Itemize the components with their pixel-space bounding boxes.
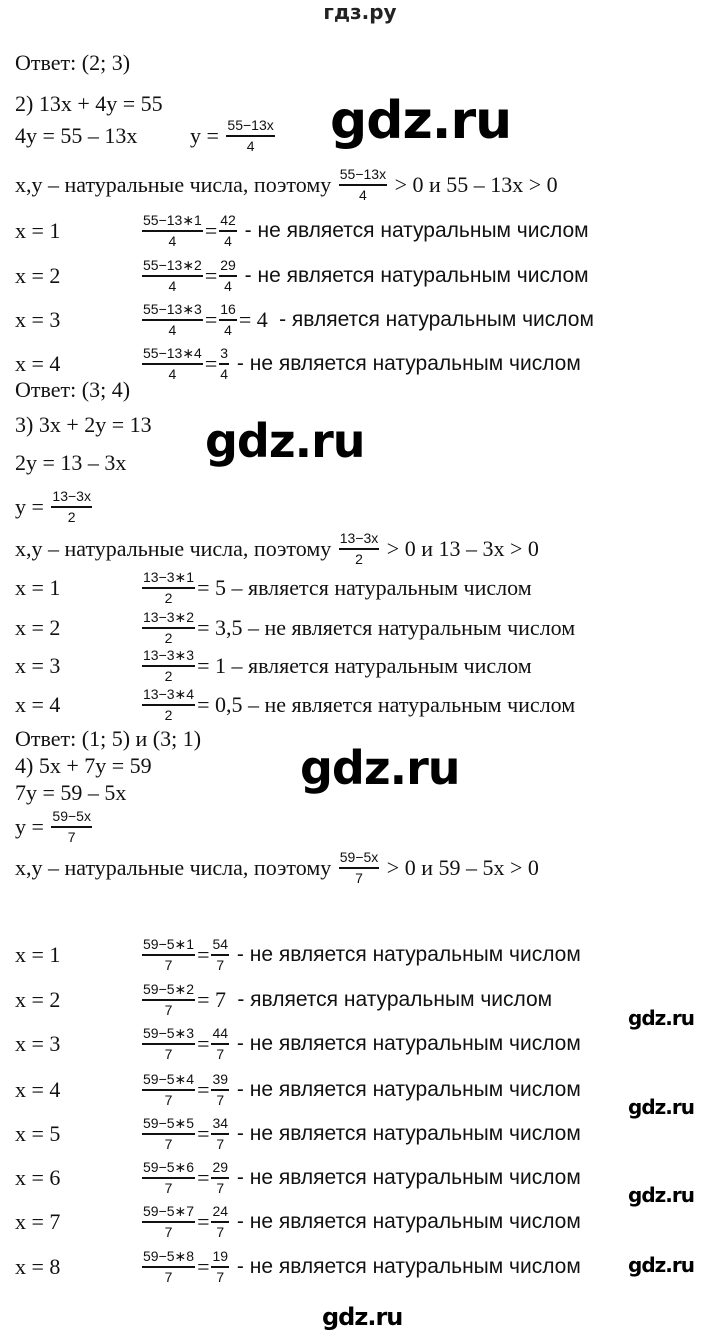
fraction-numerator: 55−13x xyxy=(226,117,274,137)
line-expression xyxy=(337,166,558,204)
fraction xyxy=(211,936,229,974)
line-expression xyxy=(140,1203,581,1241)
line-expression xyxy=(140,257,589,295)
text-line xyxy=(15,530,539,567)
verdict-text: - не является натуральным числом xyxy=(231,1210,581,1233)
fraction-numerator: 59−5x xyxy=(51,808,92,828)
fraction xyxy=(142,1203,195,1241)
fraction-numerator: 19 xyxy=(211,1248,229,1268)
expression-text: = xyxy=(197,1031,210,1056)
fraction-denominator: 7 xyxy=(67,829,76,845)
line-label: Ответ: (3; 4) xyxy=(15,377,131,402)
line-label: x = 2 xyxy=(15,263,61,288)
expression-text: = xyxy=(204,351,218,376)
text-line xyxy=(15,117,277,154)
fraction xyxy=(219,345,229,383)
line-label: Ответ: (2; 3) xyxy=(15,50,131,75)
fraction xyxy=(142,345,203,383)
line-expression xyxy=(140,1115,581,1153)
text-line xyxy=(15,488,94,525)
expression-text: = xyxy=(204,218,218,243)
line-label: x = 8 xyxy=(15,1254,61,1279)
fraction-denominator: 2 xyxy=(355,551,363,567)
expression-text: = 1 – является натуральным числом xyxy=(197,653,532,678)
line-label: y = xyxy=(15,494,50,519)
fraction xyxy=(142,212,203,250)
text-line xyxy=(15,569,532,606)
fraction-denominator: 7 xyxy=(164,1002,173,1018)
fraction-numerator: 29 xyxy=(219,257,237,277)
fraction-numerator: 13−3∗2 xyxy=(142,609,195,629)
fraction-numerator: 29 xyxy=(211,1159,229,1179)
line-expression xyxy=(140,1159,581,1197)
verdict-text: - не является натуральным числом xyxy=(231,352,581,375)
line-label: x = 1 xyxy=(15,218,61,243)
fraction xyxy=(142,686,195,724)
expression-text: = 5 – является натуральным числом xyxy=(197,575,532,600)
fraction-denominator: 2 xyxy=(164,590,173,606)
gdz-watermark: gdz.ru xyxy=(628,1095,694,1119)
text-line xyxy=(15,1025,581,1062)
fraction-denominator: 4 xyxy=(168,233,177,249)
fraction-denominator: 7 xyxy=(216,1092,225,1108)
expression-text: = 7 xyxy=(197,987,232,1012)
fraction-denominator: 4 xyxy=(224,322,232,338)
text-line xyxy=(15,1248,581,1285)
gdz-watermark: gdz.ru xyxy=(205,414,365,468)
fraction-numerator: 13−3x xyxy=(51,488,92,508)
fraction-numerator: 54 xyxy=(211,936,229,956)
fraction-denominator: 7 xyxy=(164,1136,173,1152)
fraction-numerator: 42 xyxy=(219,212,237,232)
text-line xyxy=(15,686,576,723)
fraction xyxy=(51,488,92,526)
line-label: x = 3 xyxy=(15,307,61,332)
expression-text: = xyxy=(197,1077,210,1102)
fraction-numerator: 13−3∗3 xyxy=(142,647,195,667)
text-line xyxy=(15,808,94,845)
fraction xyxy=(211,1248,229,1286)
expression-text: = xyxy=(197,942,210,967)
fraction xyxy=(142,1071,195,1109)
expression-text: = xyxy=(204,307,218,332)
gdz-watermark: gdz.ru xyxy=(628,1253,694,1277)
expression-text: = xyxy=(197,1254,210,1279)
fraction-denominator: 7 xyxy=(164,957,173,973)
fraction-denominator: 7 xyxy=(355,870,363,886)
fraction-denominator: 7 xyxy=(164,1224,173,1240)
expression-text: > 0 и 55 – 13x > 0 xyxy=(389,172,558,197)
verdict-text: - не является натуральным числом xyxy=(238,219,589,242)
fraction-numerator: 59−5∗6 xyxy=(142,1159,195,1179)
verdict-text: - не является натуральным числом xyxy=(231,1122,581,1145)
fraction-denominator: 7 xyxy=(216,1269,225,1285)
line-label: x,y – натуральные числа, поэтому xyxy=(15,855,337,880)
line-label: x,y – натуральные числа, поэтому xyxy=(15,172,337,197)
fraction-numerator: 16 xyxy=(219,301,237,321)
fraction-denominator: 4 xyxy=(220,366,229,382)
line-expression xyxy=(140,1248,581,1286)
fraction-numerator: 55−13∗3 xyxy=(142,301,203,321)
fraction-denominator: 7 xyxy=(216,1180,225,1196)
fraction xyxy=(142,1159,195,1197)
gdz-watermark: gdz.ru xyxy=(322,1303,403,1331)
expression-text: = xyxy=(204,263,218,288)
text-line xyxy=(15,1203,581,1240)
fraction xyxy=(211,1115,229,1153)
line-label: 3) 3x + 2y = 13 xyxy=(15,412,152,437)
line-expression xyxy=(140,212,589,250)
fraction-denominator: 7 xyxy=(216,1136,225,1152)
line-expression xyxy=(140,936,581,974)
text-line xyxy=(15,609,576,646)
line-label: x = 6 xyxy=(15,1165,61,1190)
fraction-numerator: 59−5x xyxy=(339,849,380,869)
expression-text: = 3,5 – не является натуральным числом xyxy=(197,615,576,640)
gdz-watermark: gdz.ru xyxy=(628,1183,694,1207)
text-line xyxy=(15,375,130,405)
verdict-text: - является натуральным числом xyxy=(231,988,553,1011)
line-label: x = 3 xyxy=(15,1031,61,1056)
fraction xyxy=(211,1071,229,1109)
fraction xyxy=(339,166,387,204)
fraction-numerator: 55−13∗2 xyxy=(142,257,203,277)
expression-text: = xyxy=(197,1165,210,1190)
fraction-denominator: 2 xyxy=(67,509,76,525)
fraction-numerator: 39 xyxy=(211,1071,229,1091)
expression-text: = xyxy=(197,1209,210,1234)
fraction-denominator: 4 xyxy=(224,233,232,249)
verdict-text: - является натуральным числом xyxy=(273,308,594,331)
fraction xyxy=(219,257,237,295)
text-line xyxy=(15,1071,581,1108)
line-label: x = 4 xyxy=(15,351,61,376)
fraction-numerator: 34 xyxy=(211,1115,229,1135)
fraction-denominator: 7 xyxy=(164,1180,173,1196)
line-expression xyxy=(140,345,581,383)
fraction-numerator: 59−5∗7 xyxy=(142,1203,195,1223)
fraction-denominator: 7 xyxy=(216,1046,225,1062)
fraction xyxy=(142,981,195,1019)
line-expression xyxy=(140,609,575,647)
expression-text: = 0,5 – не является натуральным числом xyxy=(197,692,576,717)
verdict-text: - не является натуральным числом xyxy=(231,1255,581,1278)
text-line xyxy=(15,981,553,1018)
site-header: гдз.ру xyxy=(323,0,397,24)
text-line xyxy=(15,936,581,973)
fraction-denominator: 7 xyxy=(216,957,225,973)
line-label: x = 4 xyxy=(15,1077,61,1102)
gdz-watermark: gdz.ru xyxy=(330,91,512,151)
fraction xyxy=(142,936,195,974)
line-expression xyxy=(140,686,575,724)
verdict-text: - не является натуральным числом xyxy=(231,1166,581,1189)
fraction-denominator: 2 xyxy=(164,668,173,684)
fraction xyxy=(219,301,237,339)
text-line xyxy=(15,647,532,684)
fraction-numerator: 55−13∗4 xyxy=(142,345,203,365)
fraction xyxy=(142,609,195,647)
text-line xyxy=(15,448,126,478)
fraction-numerator: 59−5∗8 xyxy=(142,1248,195,1268)
fraction-numerator: 3 xyxy=(219,345,229,365)
expression-text: = 4 xyxy=(238,307,274,332)
fraction-denominator: 4 xyxy=(359,187,367,203)
line-expression xyxy=(49,488,94,526)
fraction xyxy=(51,808,92,846)
line-label: 2) 13x + 4y = 55 xyxy=(15,91,163,116)
fraction xyxy=(142,1115,195,1153)
line-label: 2y = 13 – 3x xyxy=(15,450,127,475)
text-line xyxy=(15,751,152,781)
fraction-numerator: 13−3∗1 xyxy=(142,569,195,589)
line-expression xyxy=(140,1025,581,1063)
fraction xyxy=(142,647,195,685)
line-expression xyxy=(140,1071,581,1109)
fraction-numerator: 59−5∗5 xyxy=(142,1115,195,1135)
fraction-denominator: 2 xyxy=(164,630,173,646)
line-expression xyxy=(49,808,94,846)
fraction-denominator: 7 xyxy=(216,1224,225,1240)
verdict-text: - не является натуральным числом xyxy=(231,1032,581,1055)
fraction-denominator: 4 xyxy=(224,278,232,294)
line-label: x = 2 xyxy=(15,987,61,1012)
fraction xyxy=(211,1159,229,1197)
fraction-denominator: 4 xyxy=(168,278,177,294)
line-label: x = 1 xyxy=(15,942,61,967)
fraction-numerator: 24 xyxy=(211,1203,229,1223)
fraction-denominator: 7 xyxy=(164,1269,173,1285)
line-expression xyxy=(337,530,539,568)
fraction-denominator: 4 xyxy=(168,322,177,338)
line-expression xyxy=(140,301,594,339)
fraction-numerator: 59−5∗4 xyxy=(142,1071,195,1091)
text-line xyxy=(15,257,589,294)
text-line xyxy=(15,778,126,808)
fraction-denominator: 4 xyxy=(168,366,177,382)
line-label: x = 4 xyxy=(15,692,61,717)
text-line xyxy=(15,301,594,338)
fraction xyxy=(219,212,237,250)
gdz-watermark: gdz.ru xyxy=(300,741,460,795)
line-label: x = 1 xyxy=(15,575,61,600)
fraction-numerator: 13−3x xyxy=(339,530,380,550)
gdz-watermark: gdz.ru xyxy=(628,1006,694,1030)
line-label: 4) 5x + 7y = 59 xyxy=(15,753,152,778)
fraction xyxy=(142,257,203,295)
fraction-numerator: 55−13∗1 xyxy=(142,212,203,232)
fraction-numerator: 59−5∗2 xyxy=(142,981,195,1001)
fraction-denominator: 7 xyxy=(164,1046,173,1062)
expression-text: > 0 и 13 – 3x > 0 xyxy=(381,536,539,561)
fraction xyxy=(211,1203,229,1241)
text-line xyxy=(15,849,539,886)
line-label: 4y = 55 – 13x xyxy=(15,123,138,148)
verdict-text: - не является натуральным числом xyxy=(231,943,581,966)
fraction xyxy=(142,569,195,607)
fraction-numerator: 13−3∗4 xyxy=(142,686,195,706)
fraction xyxy=(211,1025,229,1063)
expression-text: > 0 и 59 – 5x > 0 xyxy=(381,855,539,880)
line-expression xyxy=(140,981,552,1019)
fraction-numerator: 59−5∗1 xyxy=(142,936,195,956)
text-line xyxy=(15,48,130,78)
fraction-denominator: 4 xyxy=(246,138,255,154)
line-expression xyxy=(140,569,532,607)
text-line xyxy=(15,1115,581,1152)
text-line xyxy=(15,1159,581,1196)
line-label: x = 5 xyxy=(15,1121,61,1146)
fraction xyxy=(142,1025,195,1063)
line-label: Ответ: (1; 5) и (3; 1) xyxy=(15,726,202,751)
expression-text: = xyxy=(197,1121,210,1146)
fraction-numerator: 59−5∗3 xyxy=(142,1025,195,1045)
text-line xyxy=(15,410,152,440)
line-expression xyxy=(337,849,539,887)
verdict-text: - не является натуральным числом xyxy=(238,264,589,287)
fraction-denominator: 2 xyxy=(164,707,173,723)
text-line xyxy=(15,724,201,754)
fraction-numerator: 55−13x xyxy=(339,166,387,186)
text-line xyxy=(15,166,558,203)
text-line xyxy=(15,212,589,249)
line-label: x = 7 xyxy=(15,1209,61,1234)
fraction-numerator: 44 xyxy=(211,1025,229,1045)
line-label: x = 2 xyxy=(15,615,61,640)
line-label: x,y – натуральные числа, поэтому xyxy=(15,536,337,561)
line-label: x = 3 xyxy=(15,653,61,678)
fraction-denominator: 7 xyxy=(164,1092,173,1108)
fraction xyxy=(142,1248,195,1286)
line-label: y = xyxy=(15,814,50,839)
line-label: 7y = 59 – 5x xyxy=(15,780,127,805)
verdict-text: - не является натуральным числом xyxy=(231,1078,581,1101)
line-expression xyxy=(140,647,532,685)
fraction xyxy=(226,117,274,155)
line-expression xyxy=(190,117,277,155)
fraction xyxy=(339,530,380,568)
fraction xyxy=(339,849,380,887)
text-line xyxy=(15,89,163,119)
fraction xyxy=(142,301,203,339)
expression-text: y = xyxy=(190,123,225,148)
